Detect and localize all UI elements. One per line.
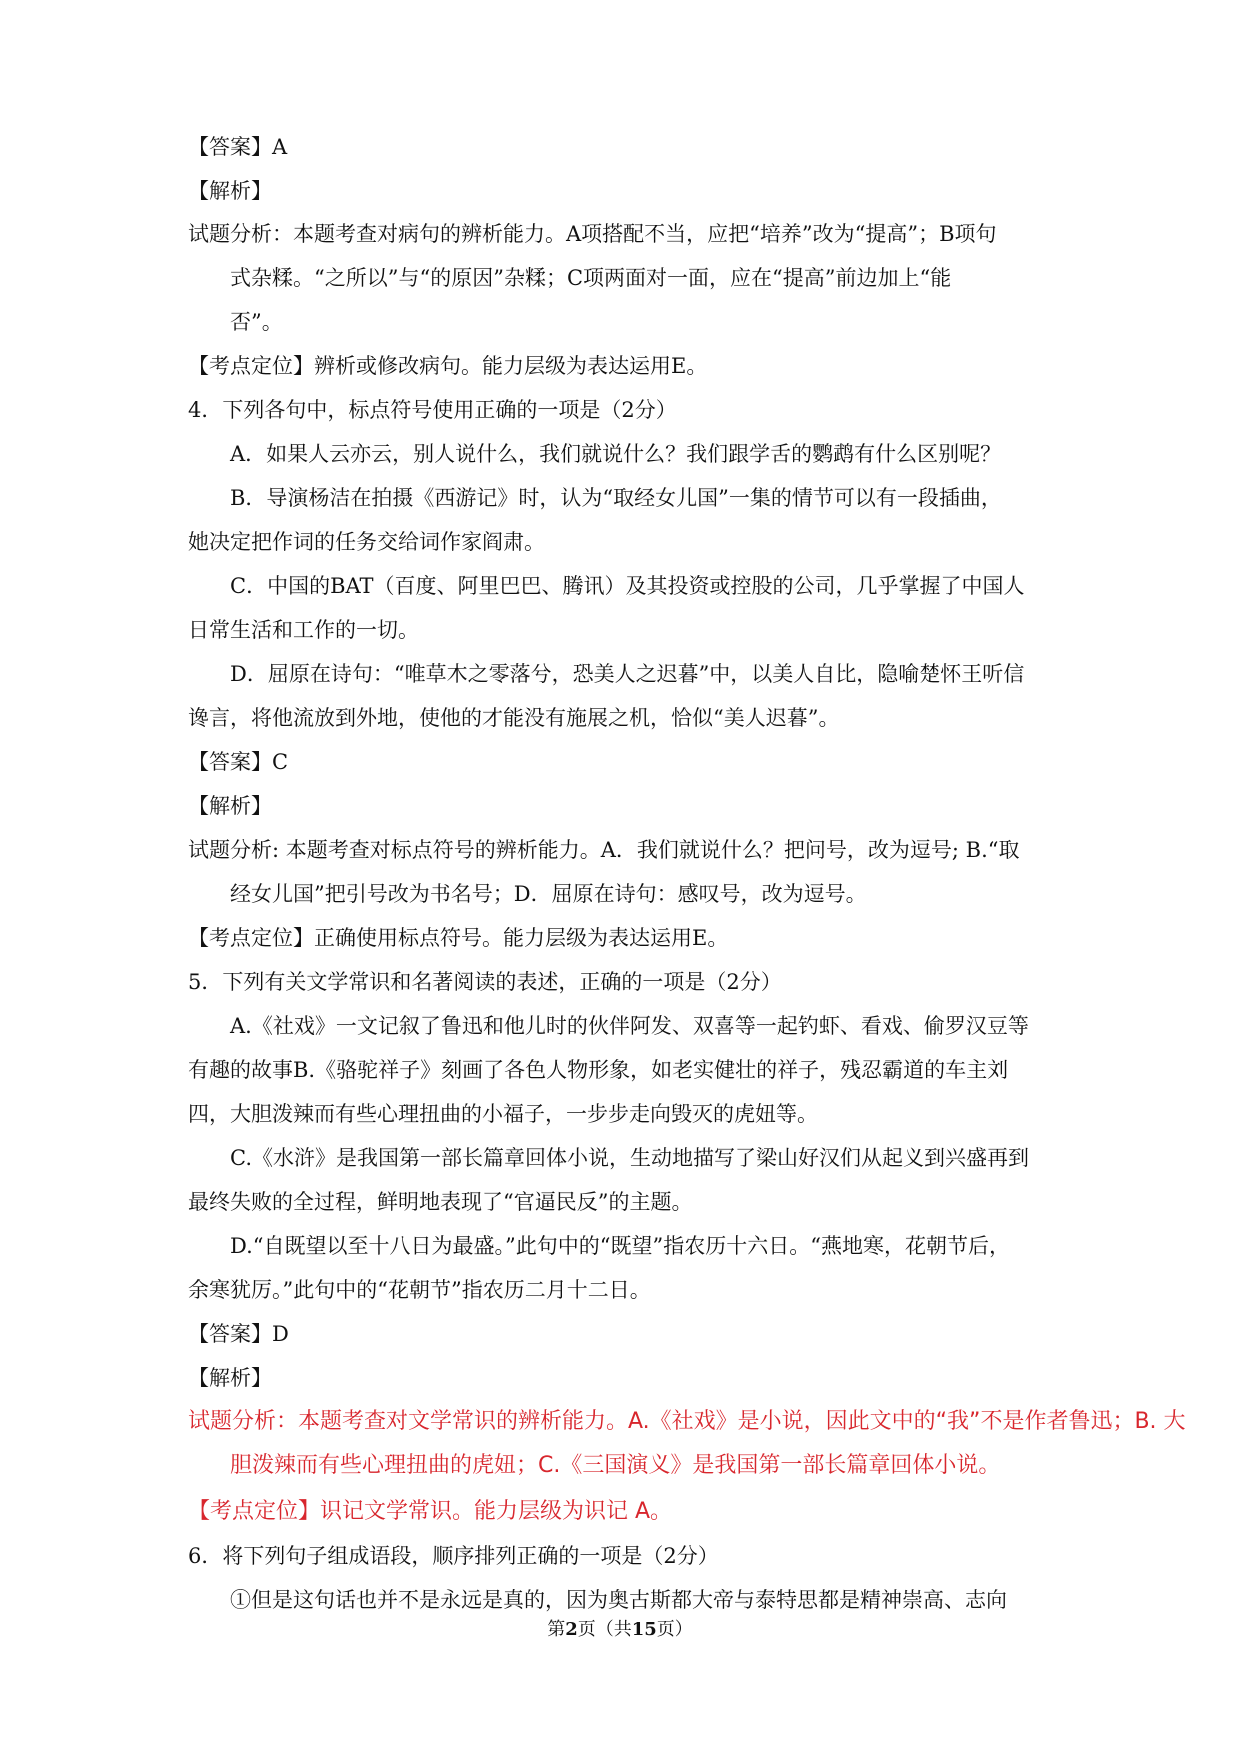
footer-prefix: 第 [547,1619,566,1640]
text-line: C．中国的BAT（百度、阿里巴巴、腾讯）及其投资或控股的公司，几乎掌握了中国人 [230,574,1025,598]
text-line: 【答案】C [188,750,289,774]
text-line: 谗言，将他流放到外地，使他的才能没有施展之机，恰似“美人迟暮”。 [188,706,840,730]
text-line: A．如果人云亦云，别人说什么，我们就说什么？我们跟学舌的鹦鹉有什么区别呢？ [230,442,1002,466]
text-line: A.《社戏》一文记叙了鲁迅和他儿时的伙伴阿发、双喜等一起钓虾、看戏、偷罗汉豆等 [230,1014,1029,1038]
text-line: C.《水浒》是我国第一部长篇章回体小说，生动地描写了梁山好汉们从起义到兴盛再到 [230,1146,1029,1170]
footer-total-pages: 15 [631,1619,657,1640]
text-line: 式杂糅。“之所以”与“的原因”杂糅；C项两面对一面，应在“提高”前边加上“能 [230,266,952,290]
text-line: ①但是这句话也并不是永远是真的，因为奥古斯都大帝与泰特思都是精神崇高、志向 [230,1588,1007,1612]
footer-suffix: 页） [656,1619,693,1640]
text-line: 四，大胆泼辣而有些心理扭曲的小福子，一步步走向毁灭的虎妞等。 [188,1102,818,1126]
text-line: 【考点定位】辨析或修改病句。能力层级为表达运用E。 [188,354,708,378]
text-line: 经女儿国”把引号改为书名号；D．屈原在诗句：感叹号，改为逗号。 [230,882,867,906]
text-line: 试题分析：本题考查对文学常识的辨析能力。A.《社戏》是小说，因此文中的“我”不是作者鲁迅；B. 大 [188,1409,1186,1434]
text-line: 【答案】D [188,1322,289,1346]
text-line: 【考点定位】识记文学常识。能力层级为识记 A。 [188,1499,673,1524]
footer-page-number: 2 [565,1619,578,1640]
text-line: 日常生活和工作的一切。 [188,618,419,642]
text-line: B．导演杨洁在拍摄《西游记》时，认为“取经女儿国”一集的情节可以有一段插曲， [230,486,1002,510]
text-line: 余寒犹厉。”此句中的“花朝节”指农历二月十二日。 [188,1278,651,1302]
text-line: 【答案】A [188,135,288,159]
text-line: 试题分析: 本题考查对标点符号的辨析能力。A．我们就说什么？把问号，改为逗号; B.“取 [188,838,1020,862]
text-line: 有趣的故事B.《骆驼祥子》刻画了各色人物形象，如老实健壮的祥子，残忍霸道的车主刘 [188,1058,1009,1082]
text-line: 4．下列各句中，标点符号使用正确的一项是（2分） [188,398,677,422]
page-footer [0,1618,1240,1642]
text-line: 否”。 [230,310,283,334]
text-line: 【解析】 [188,794,272,818]
text-line: 最终失败的全过程，鲜明地表现了“官逼民反”的主题。 [188,1190,693,1214]
footer-middle: 页（共 [577,1619,632,1640]
text-line: 【解析】 [188,179,272,203]
text-line: 她决定把作词的任务交给词作家阎肃。 [188,530,545,554]
text-line: 6．将下列句子组成语段，顺序排列正确的一项是（2分） [188,1544,719,1568]
text-line: 胆泼辣而有些心理扭曲的虎妞；C.《三国演义》是我国第一部长篇章回体小说。 [230,1453,1001,1478]
text-line: 试题分析：本题考查对病句的辨析能力。A项搭配不当，应把“培养”改为“提高”；B项句 [188,222,997,246]
text-line: 5．下列有关文学常识和名著阅读的表述，正确的一项是（2分） [188,970,782,994]
text-line: 【考点定位】正确使用标点符号。能力层级为表达运用E。 [188,926,729,950]
text-line: D．屈原在诗句：“唯草木之零落兮，恐美人之迟暮”中，以美人自比，隐喻楚怀王听信 [230,662,1025,686]
text-line: D.“自既望以至十八日为最盛。”此句中的“既望”指农历十六日。“燕地寒，花朝节后， [230,1234,1010,1258]
text-line: 【解析】 [188,1366,272,1390]
